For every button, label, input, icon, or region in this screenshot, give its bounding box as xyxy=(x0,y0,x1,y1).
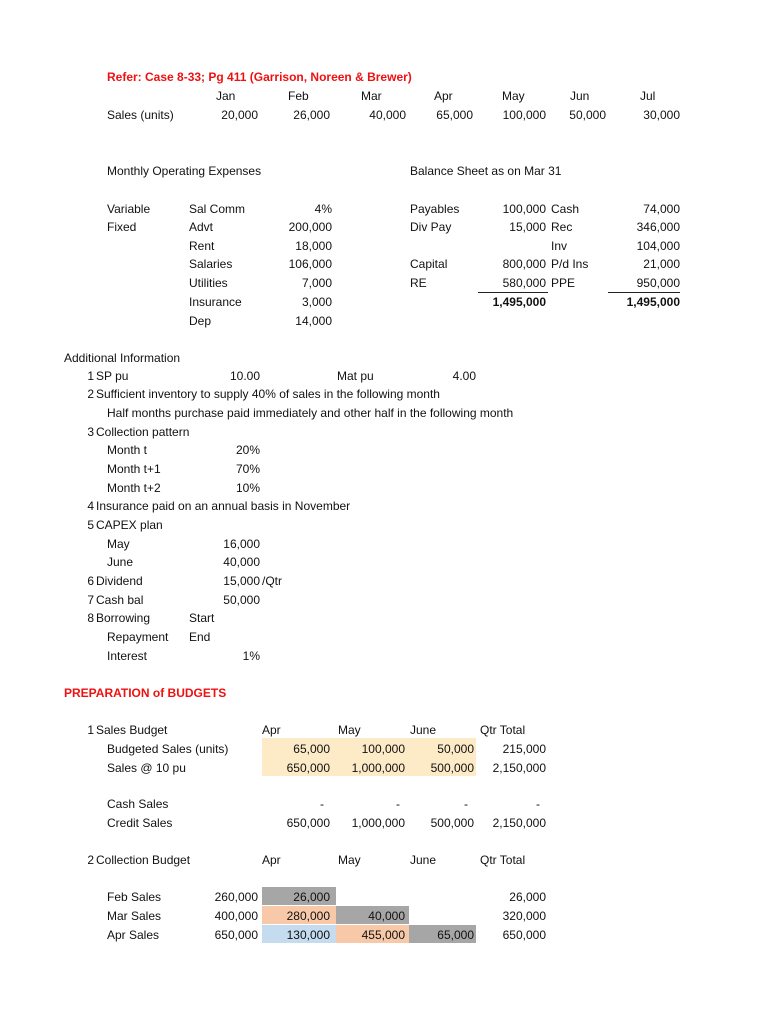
collection-value: 280,000 xyxy=(286,909,330,923)
interest-value: 1% xyxy=(242,649,260,663)
bs-liability-value: 580,000 xyxy=(502,276,546,290)
credit-sales-value: 2,150,000 xyxy=(492,816,546,830)
sales-budget-value: 1,000,000 xyxy=(351,761,405,775)
opex-variable-label: Variable xyxy=(107,202,151,216)
item-number: 3 xyxy=(87,425,94,439)
sales-units-value: 20,000 xyxy=(221,108,258,122)
collection-budget-title: Collection Budget xyxy=(96,853,191,867)
item-number: 5 xyxy=(87,518,94,532)
bs-asset-name: PPE xyxy=(551,276,576,290)
bs-asset-total-rule xyxy=(608,292,680,293)
repayment-value: End xyxy=(189,630,211,644)
capex-month-label: May xyxy=(107,537,130,551)
sales-budget-value: 650,000 xyxy=(286,761,330,775)
opex-item-name: Insurance xyxy=(189,295,242,309)
collection-value: 40,000 xyxy=(368,909,405,923)
opex-item-name: Sal Comm xyxy=(189,202,246,216)
bs-asset-value: 950,000 xyxy=(636,276,680,290)
insurance-text: Insurance paid on an annual basis in November xyxy=(96,499,351,513)
month-header-mar: Mar xyxy=(361,89,382,103)
collection-value: 26,000 xyxy=(293,890,330,904)
sales-budget-value: 100,000 xyxy=(361,742,405,756)
balance-sheet-heading: Balance Sheet as on Mar 31 xyxy=(410,164,562,178)
collection-value: 26,000 xyxy=(509,890,546,904)
collection-month-label: Month t xyxy=(107,443,148,457)
purchase-payment-text: Half months purchase paid immediately and other half in the following month xyxy=(107,406,514,420)
bs-asset-name: Cash xyxy=(551,202,580,216)
collection-budget-col-header: Apr xyxy=(262,853,281,867)
sales-units-label: Sales (units) xyxy=(107,108,174,122)
sp-value: 10.00 xyxy=(229,369,260,383)
credit-sales-value: 650,000 xyxy=(286,816,330,830)
capex-label: CAPEX plan xyxy=(96,518,163,532)
item-number: 7 xyxy=(87,593,94,607)
mat-value: 4.00 xyxy=(452,369,476,383)
bs-liability-name: Payables xyxy=(410,202,460,216)
sales-budget-value: 2,150,000 xyxy=(492,761,546,775)
cash-sales-value: - xyxy=(464,797,468,811)
capex-month-value: 40,000 xyxy=(223,555,260,569)
collection-budget-col-header: May xyxy=(338,853,361,867)
opex-fixed-label: Fixed xyxy=(107,220,137,234)
bs-asset-name: Inv xyxy=(551,239,568,253)
sales-units-value: 65,000 xyxy=(436,108,473,122)
opex-item-name: Salaries xyxy=(189,257,233,271)
item-number: 1 xyxy=(87,723,94,737)
credit-sales-value: 1,000,000 xyxy=(351,816,405,830)
borrowing-value: Start xyxy=(189,611,215,625)
item-number: 8 xyxy=(87,611,94,625)
month-header-jul: Jul xyxy=(640,89,656,103)
collection-month-label: Month t+1 xyxy=(107,462,161,476)
collection-value: 65,000 xyxy=(437,928,474,942)
bs-liability-total-rule xyxy=(478,292,548,293)
collection-value: 650,000 xyxy=(502,928,546,942)
sales-units-value: 30,000 xyxy=(643,108,680,122)
collection-value: 320,000 xyxy=(502,909,546,923)
opex-item-name: Advt xyxy=(189,220,214,234)
collection-value: 455,000 xyxy=(361,928,405,942)
interest-label: Interest xyxy=(107,649,148,663)
sales-budget-col-header: May xyxy=(338,723,361,737)
opex-item-value: 4% xyxy=(314,202,332,216)
item-number: 2 xyxy=(87,387,94,401)
opex-item-value: 7,000 xyxy=(301,276,332,290)
collection-pattern-label: Collection pattern xyxy=(96,425,190,439)
sales-budget-value: 65,000 xyxy=(293,742,330,756)
repayment-label: Repayment xyxy=(107,630,169,644)
month-header-jan: Jan xyxy=(216,89,236,103)
month-header-may: May xyxy=(502,89,525,103)
collection-row-label: Feb Sales xyxy=(107,890,162,904)
bs-liability-name: Div Pay xyxy=(410,220,452,234)
opex-item-value: 18,000 xyxy=(295,239,332,253)
cash-sales-value: - xyxy=(396,797,400,811)
collection-row-label: Apr Sales xyxy=(107,928,160,942)
dividend-value: 15,000 xyxy=(223,574,260,588)
sales-units-value: 50,000 xyxy=(569,108,606,122)
bs-asset-value: 104,000 xyxy=(636,239,680,253)
collection-month-value: 20% xyxy=(235,443,260,457)
collection-month-label: Month t+2 xyxy=(107,481,161,495)
inventory-policy-text: Sufficient inventory to supply 40% of sales in the following month xyxy=(96,387,440,401)
capex-month-label: June xyxy=(107,555,134,569)
opex-heading: Monthly Operating Expenses xyxy=(107,164,262,178)
dividend-unit: /Qtr xyxy=(262,574,282,588)
bs-liability-value: 15,000 xyxy=(509,220,546,234)
collection-budget-col-header: Qtr Total xyxy=(480,853,526,867)
bs-asset-value: 346,000 xyxy=(636,220,680,234)
bs-asset-name: P/d Ins xyxy=(551,257,589,271)
opex-item-name: Rent xyxy=(189,239,215,253)
borrowing-label: Borrowing xyxy=(96,611,151,625)
opex-item-name: Dep xyxy=(189,314,212,328)
collection-row-label: Mar Sales xyxy=(107,909,162,923)
collection-month-value: 70% xyxy=(235,462,260,476)
sp-label: SP pu xyxy=(96,369,129,383)
opex-item-value: 200,000 xyxy=(288,220,332,234)
collection-budget-col-header: June xyxy=(410,853,437,867)
bs-liability-name: RE xyxy=(410,276,427,290)
collection-row-base: 650,000 xyxy=(214,928,258,942)
credit-sales-label: Credit Sales xyxy=(107,816,173,830)
sales-budget-value: 215,000 xyxy=(502,742,546,756)
cash-sales-value: - xyxy=(536,797,540,811)
cash-balance-value: 50,000 xyxy=(223,593,260,607)
item-number: 1 xyxy=(87,369,94,383)
preparation-heading: PREPARATION of BUDGETS xyxy=(64,686,227,700)
capex-month-value: 16,000 xyxy=(223,537,260,551)
case-reference-title: Refer: Case 8-33; Pg 411 (Garrison, Noreen & Brewer) xyxy=(107,70,412,84)
sales-units-value: 100,000 xyxy=(502,108,546,122)
sales-budget-title: Sales Budget xyxy=(96,723,168,737)
bs-liability-name: Capital xyxy=(410,257,448,271)
sales-budget-row-label: Sales @ 10 pu xyxy=(107,761,186,775)
item-number: 6 xyxy=(87,574,94,588)
sales-units-value: 40,000 xyxy=(369,108,406,122)
bs-asset-name: Rec xyxy=(551,220,573,234)
collection-month-value: 10% xyxy=(235,481,260,495)
collection-row-base: 400,000 xyxy=(214,909,258,923)
opex-item-name: Utilities xyxy=(189,276,228,290)
bs-liability-value: 800,000 xyxy=(502,257,546,271)
bs-liability-value: 100,000 xyxy=(502,202,546,216)
sales-budget-row-label: Budgeted Sales (units) xyxy=(107,742,229,756)
bs-asset-value: 21,000 xyxy=(643,257,680,271)
cash-sales-value: - xyxy=(320,797,324,811)
item-number: 2 xyxy=(87,853,94,867)
month-header-apr: Apr xyxy=(434,89,453,103)
cash-sales-label: Cash Sales xyxy=(107,797,169,811)
opex-item-value: 106,000 xyxy=(288,257,332,271)
cash-balance-label: Cash bal xyxy=(96,593,144,607)
month-header-jun: Jun xyxy=(570,89,590,103)
dividend-label: Dividend xyxy=(96,574,143,588)
bs-total-assets: 1,495,000 xyxy=(626,295,680,309)
opex-item-value: 14,000 xyxy=(295,314,332,328)
credit-sales-value: 500,000 xyxy=(430,816,474,830)
sales-budget-col-header: Apr xyxy=(262,723,281,737)
item-number: 4 xyxy=(87,499,94,513)
additional-info-heading: Additional Information xyxy=(64,351,181,365)
sales-budget-col-header: June xyxy=(410,723,437,737)
sales-budget-value: 50,000 xyxy=(437,742,474,756)
bs-total-liabilities: 1,495,000 xyxy=(492,295,546,309)
opex-item-value: 3,000 xyxy=(301,295,332,309)
bs-asset-value: 74,000 xyxy=(643,202,680,216)
mat-label: Mat pu xyxy=(337,369,374,383)
month-header-feb: Feb xyxy=(288,89,309,103)
sales-budget-value: 500,000 xyxy=(430,761,474,775)
collection-value: 130,000 xyxy=(286,928,330,942)
sales-budget-col-header: Qtr Total xyxy=(480,723,526,737)
sales-units-value: 26,000 xyxy=(293,108,330,122)
collection-row-base: 260,000 xyxy=(214,890,258,904)
